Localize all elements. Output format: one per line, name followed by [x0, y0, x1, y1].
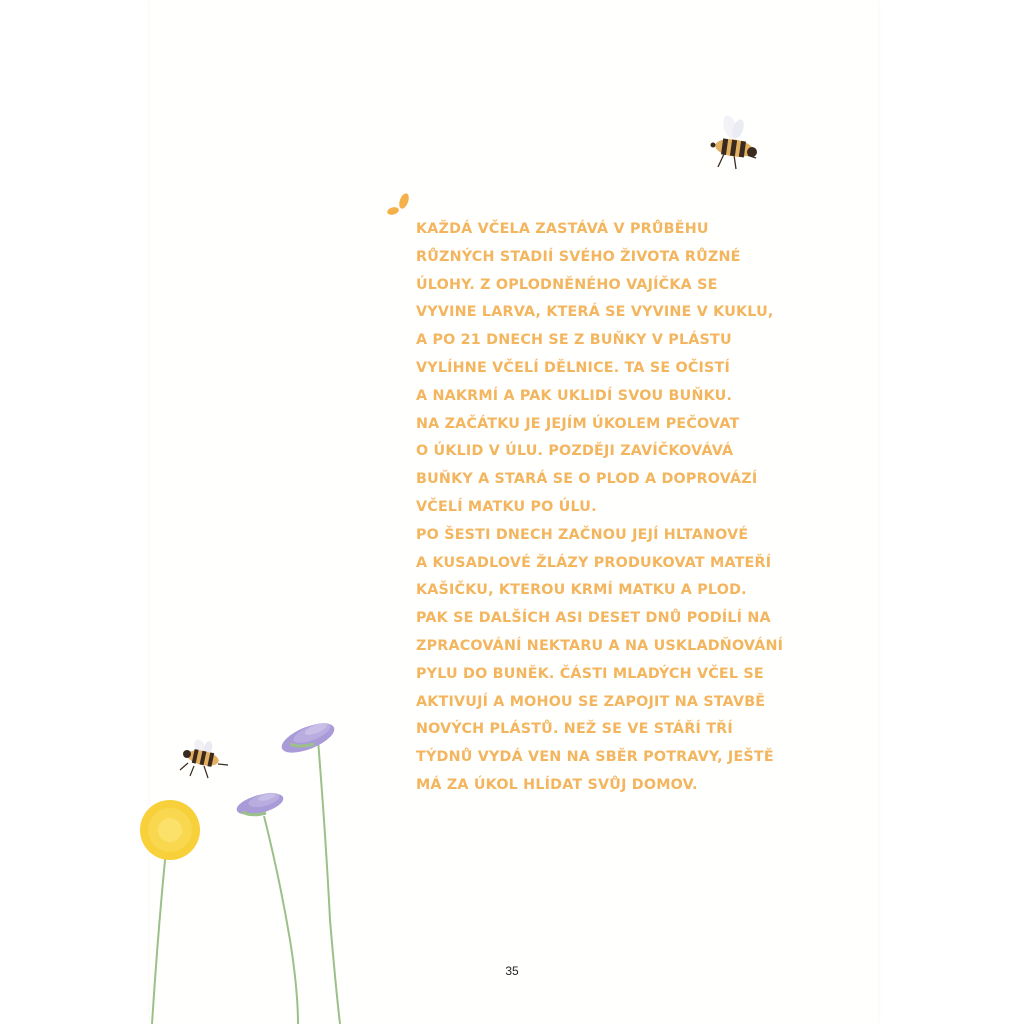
text-line: KAŠIČKU, KTEROU KRMÍ MATKU A PLOD.	[416, 582, 747, 599]
dandelion-flower-icon	[140, 800, 200, 860]
text-line: A PO 21 DNECH SE Z BUŇKY V PLÁSTU	[416, 332, 732, 349]
text-line: PO ŠESTI DNECH ZAČNOU JEJÍ HLTANOVÉ	[416, 526, 749, 543]
text-line: ÚLOHY. Z OPLODNĚNÉHO VAJÍČKA SE	[416, 276, 718, 293]
text-line: PAK SE DALŠÍCH ASI DESET DNŮ PODÍLÍ NA	[416, 610, 771, 627]
page-number: 35	[505, 964, 519, 978]
text-line: RŮZNÝCH STADIÍ SVÉHO ŽIVOTA RŮZNÉ	[416, 248, 741, 265]
text-line: A KUSADLOVÉ ŽLÁZY PRODUKOVAT MATEŘÍ	[416, 554, 772, 571]
text-line: NA ZAČÁTKU JE JEJÍM ÚKOLEM PEČOVAT	[416, 415, 740, 432]
body-text	[416, 216, 796, 800]
scabious-flower-icon	[278, 717, 338, 758]
text-line: A NAKRMÍ A PAK UKLIDÍ SVOU BUŇKU.	[416, 387, 733, 404]
scabious-flower-icon	[234, 789, 285, 819]
text-line: KAŽDÁ VČELA ZASTÁVÁ V PRŮBĚHU	[416, 221, 709, 237]
petal-accent-icon	[384, 190, 414, 220]
text-line: VYLÍHNE VČELÍ DĚLNICE. TA SE OČISTÍ	[416, 359, 731, 376]
text-line: AKTIVUJÍ A MOHOU SE ZAPOJIT NA STAVBĚ	[416, 693, 766, 710]
text-line: ZPRACOVÁNÍ NEKTARU A NA USKLADŇOVÁNÍ	[416, 637, 784, 654]
text-line: NOVÝCH PLÁSTŮ. NEŽ SE VE STÁŘÍ TŘÍ	[416, 721, 733, 738]
text-line: VČELÍ MATKU PO ÚLU.	[416, 498, 597, 515]
text-line: VYVINE LARVA, KTERÁ SE VYVINE V KUKLU,	[416, 304, 774, 321]
text-line: BUŇKY A STARÁ SE O PLOD A DOPROVÁZÍ	[416, 471, 758, 488]
text-line: PYLU DO BUNĚK. ČÁSTI MLADÝCH VČEL SE	[416, 665, 764, 682]
text-line: O ÚKLID V ÚLU. POZDĚJI ZAVÍČKOVÁVÁ	[416, 443, 734, 460]
bee-icon	[700, 112, 766, 178]
text-line: MÁ ZA ÚKOL HLÍDAT SVŮJ DOMOV.	[416, 776, 698, 793]
text-line: TÝDNŮ VYDÁ VEN NA SBĚR POTRAVY, JEŠTĚ	[416, 749, 774, 766]
